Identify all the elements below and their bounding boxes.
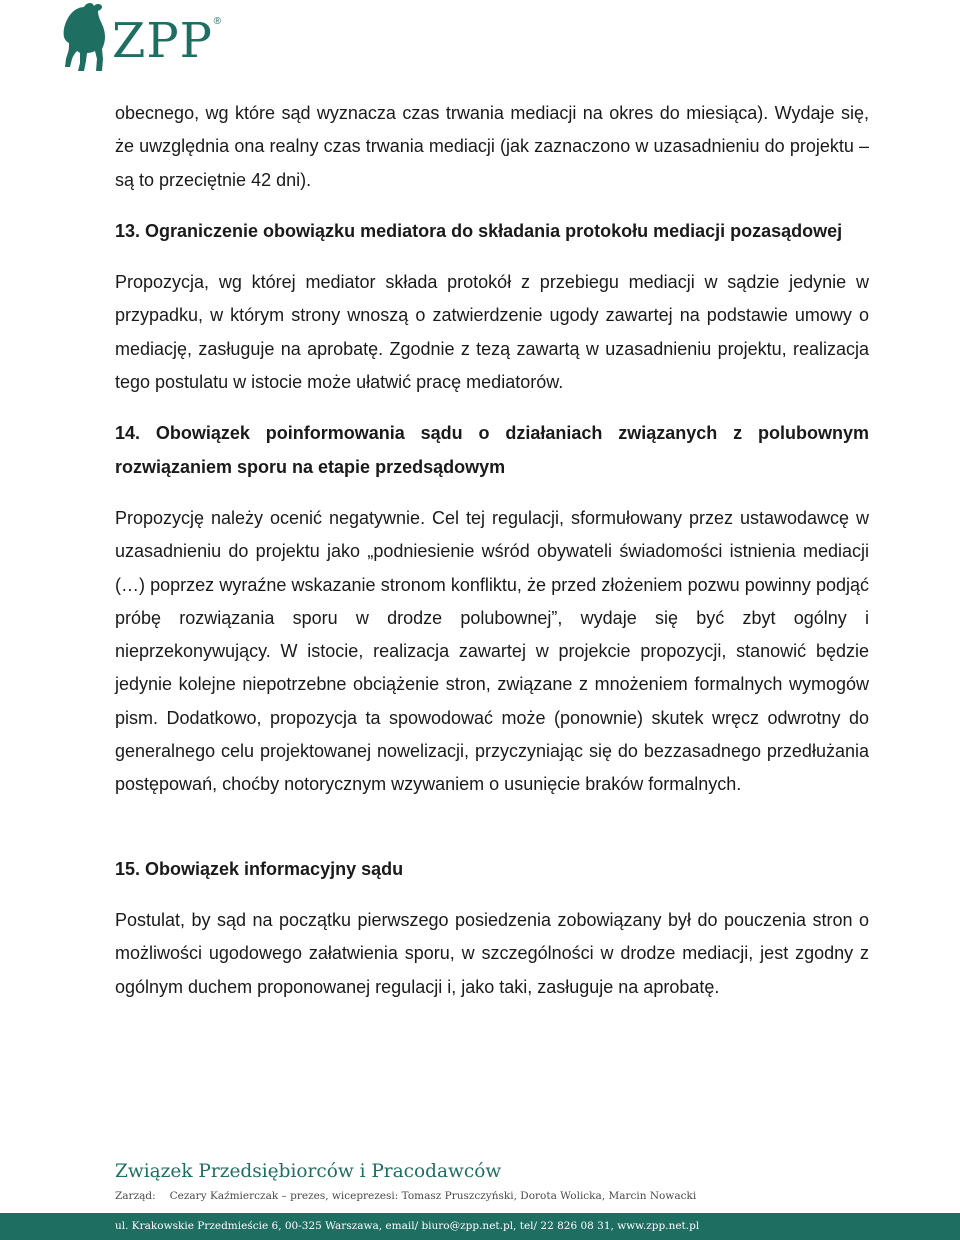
section-14-paragraph: Propozycję należy ocenić negatywnie. Cel tej regulacji, sformułowany przez ustawodawcę w uzasadnieniu do projektu jako „podniesienie wśród obywateli świadomości istnienia mediacji (…) poprzez wyraźne wskazanie stronom konfliktu, że przed złożeniem pozwu powinny podjąć próbę rozwiązania sporu w drodze polubownej”, wydaje się być zbyt ogólny i nieprzekonywujący. W istocie, realizacja zawartej w projekcie propozycji, stanowić będzie jedynie kolejne niepotrzebne obciążenie stron, związane z mnożeniem formalnych wymogów pism. Dodatkowo, propozycja ta spowodować może (ponownie) skutek wręcz odwrotny do generalnego celu projektowanej nowelizacji, przyczyniając się do bezzasadnego przedłużania postępowań, choćby notorycznym wzywaniem o usunięcie braków formalnych. bbox=[115, 507, 869, 795]
footer-contact-info: ul. Krakowskie Przedmieście 6, 00-325 Warszawa, email/ biuro@zpp.net.pl, tel/ 22 826 08 31, www.zpp.net.pl bbox=[115, 1220, 700, 1232]
section-15-heading: 15. Obowiązek informacyjny sądu bbox=[115, 858, 404, 879]
document-body bbox=[115, 97, 869, 1004]
section-13-heading: 13. Ograniczenie obowiązku mediatora do składania protokołu mediacji pozasądowej bbox=[115, 220, 843, 241]
footer-board-label: Zarząd: bbox=[115, 1190, 156, 1202]
bear-icon bbox=[60, 1, 108, 75]
spacer bbox=[115, 484, 869, 502]
section-15-paragraph: Postulat, by sąd na początku pierwszego posiedzenia zobowiązany był do pouczenia stron o możliwości ugodowego załatwienia sporu, w szczególności w drodze mediacji, jest zgodny z ogólnym duchem proponowanej regulacji i, jako taki, zasługuje na aprobatę. bbox=[115, 909, 869, 997]
spacer bbox=[115, 886, 869, 904]
footer-board bbox=[115, 1190, 696, 1202]
footer-contact-bar bbox=[0, 1213, 960, 1240]
spacer bbox=[115, 248, 869, 266]
zpp-logo bbox=[60, 0, 222, 76]
spacer bbox=[115, 197, 869, 215]
registered-mark: ® bbox=[213, 16, 222, 27]
spacer bbox=[115, 399, 869, 417]
footer-org-name: Związek Przedsiębiorców i Pracodawców bbox=[115, 1161, 502, 1182]
section-14-heading: 14. Obowiązek poinformowania sądu o działaniach związanych z polubownym rozwiązaniem sporu na etapie przedsądowym bbox=[115, 423, 869, 477]
paragraph-12-continuation: obecnego, wg które sąd wyznacza czas trwania mediacji na okres do miesiąca). Wydaje się, że uwzględnia ona realny czas trwania mediacji (jak zaznaczono w uzasadnieniu do projektu – są to przeciętnie 42 dni). bbox=[115, 103, 869, 190]
footer-board-members: Cezary Kaźmierczak – prezes, wiceprezesi: Tomasz Pruszczyński, Dorota Wolicka, Marcin Nowacki bbox=[169, 1190, 697, 1202]
section-13-paragraph: Propozycja, wg której mediator składa protokół z przebiegu mediacji w sądzie jedynie w przypadku, w którym strony wnoszą o zatwierdzenie ugody zawartej na podstawie umowy o mediację, zasługuje na aprobatę. Zgodnie z tezą zawartą w uzasadnieniu projektu, realizacja tego postulatu w istocie może ułatwić pracę mediatorów. bbox=[115, 272, 869, 393]
spacer bbox=[115, 802, 869, 853]
logo-wordmark: ZPP ® bbox=[112, 13, 222, 69]
